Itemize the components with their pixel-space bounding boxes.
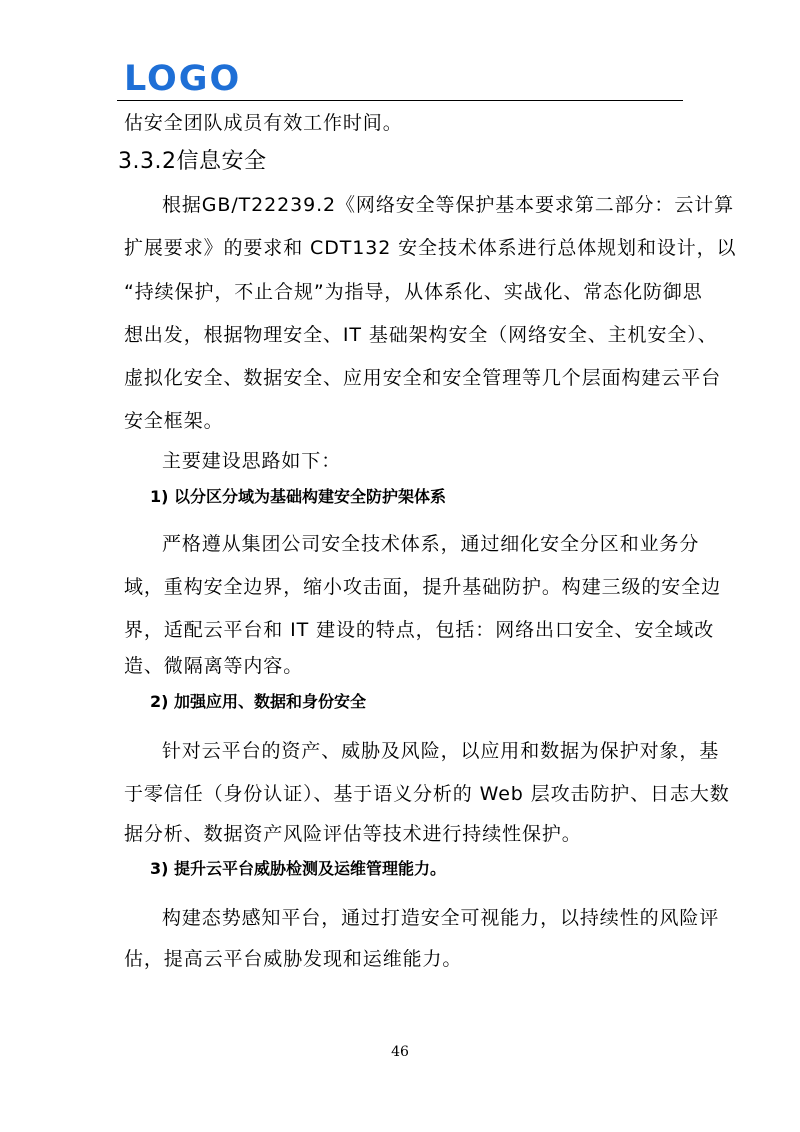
paragraph-line: 想出发，根据物理安全、IT 基础架构安全（网络安全、主机安全）、 [124, 324, 718, 346]
subheading: 3) 提升云平台威胁检测及运维管理能力。 [150, 859, 447, 878]
paragraph-line: 于零信任（身份认证）、基于语义分析的 Web 层攻击防护、日志大数 [124, 783, 730, 805]
header-divider [117, 100, 683, 101]
paragraph-line: 构建态势感知平台，通过打造安全可视能力，以持续性的风险评 [162, 907, 720, 929]
paragraph-line: 扩展要求》的要求和 CDT132 安全技术体系进行总体规划和设计，以 [124, 237, 737, 259]
paragraph-line: 针对云平台的资产、威胁及风险，以应用和数据为保护对象，基 [162, 740, 720, 762]
paragraph-line: 主要建设思路如下： [162, 450, 342, 472]
paragraph-line: 估，提高云平台威胁发现和运维能力。 [124, 948, 463, 970]
logo: LOGO [124, 59, 242, 99]
subheading: 2) 加强应用、数据和身份安全 [150, 692, 367, 711]
paragraph-line: 虚拟化安全、数据安全、应用安全和安全管理等几个层面构建云平台 [124, 367, 722, 389]
paragraph-line: 根据GB/T22239.2《网络安全等保护基本要求第二部分：云计算 [162, 194, 735, 216]
paragraph-line: 据分析、数据资产风险评估等技术进行持续性保护。 [124, 823, 582, 845]
subheading: 1) 以分区分域为基础构建安全防护架体系 [150, 487, 447, 506]
paragraph-line: 域，重构安全边界，缩小攻击面，提升基础防护。构建三级的安全边 [124, 576, 722, 598]
paragraph-line: 安全框架。 [124, 410, 224, 432]
paragraph-line: 界，适配云平台和 IT 建设的特点，包括：网络出口安全、安全域改 [124, 619, 715, 641]
paragraph-line: “持续保护，不止合规”为指导，从体系化、实战化、常态化防御思 [124, 281, 703, 303]
paragraph-line: 造、微隔离等内容。 [124, 655, 304, 677]
text-line: 估安全团队成员有效工作时间。 [124, 112, 403, 134]
section-heading: 3.3.2信息安全 [118, 149, 267, 174]
paragraph-line: 严格遵从集团公司安全技术体系，通过细化安全分区和业务分 [162, 533, 700, 555]
page-number: 46 [391, 1044, 409, 1060]
